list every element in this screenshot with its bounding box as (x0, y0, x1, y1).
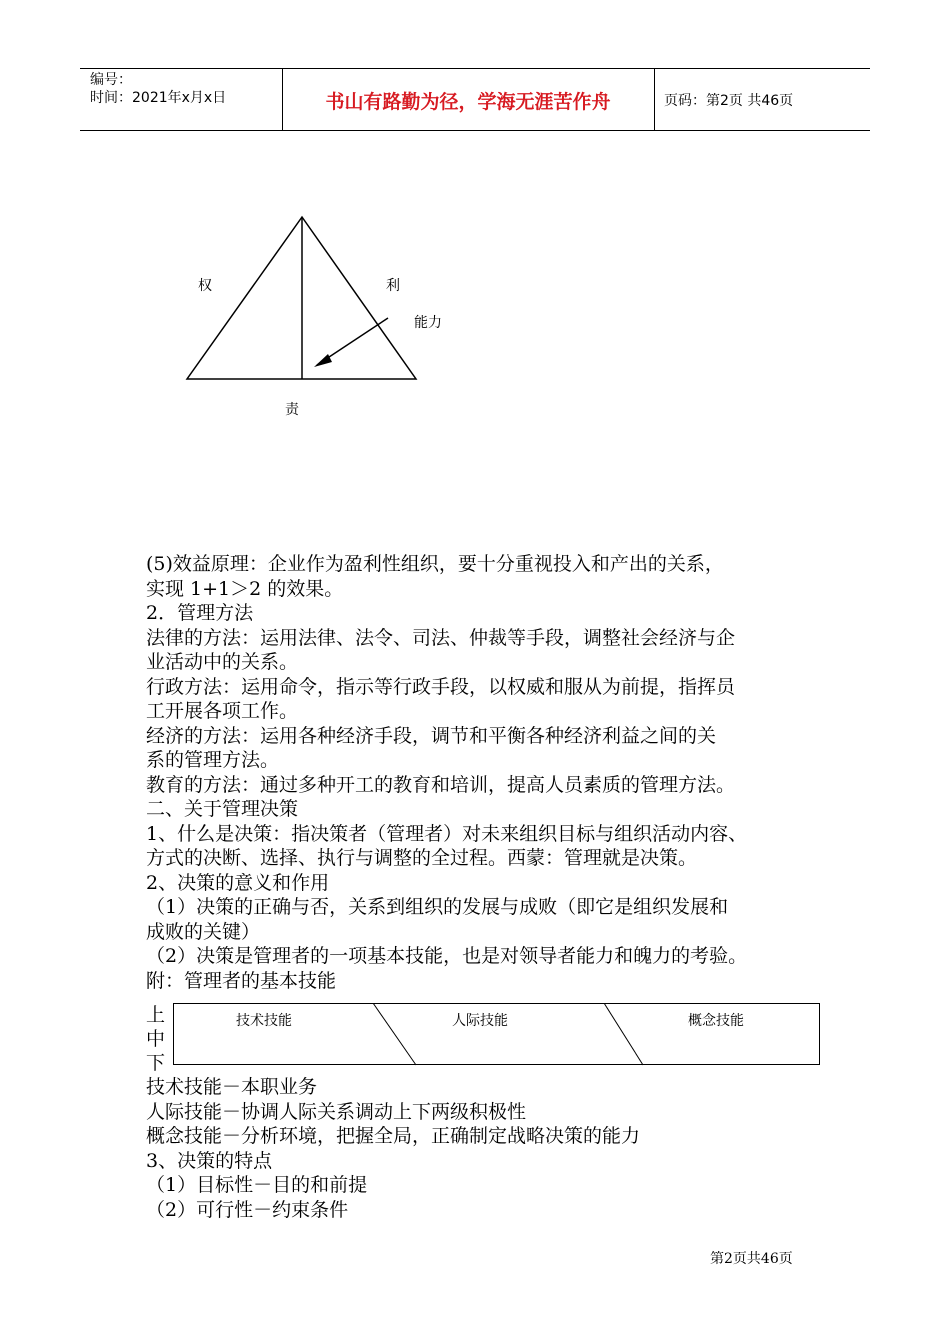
level-label: 下 (146, 1052, 166, 1074)
paragraph: （1）决策的正确与否，关系到组织的发展与成败（即它是组织发展和 (146, 896, 729, 918)
paragraph: 行政方法：运用命令，指示等行政手段，以权威和服从为前提，指挥员 (146, 675, 736, 698)
level-label: 上 (146, 1004, 166, 1026)
header-motto: 书山有路勤为径，学海无涯苦作舟 (325, 91, 611, 113)
skills-divider-2 (604, 1003, 643, 1065)
management-levels (146, 1003, 165, 1075)
header-divider-right (654, 69, 655, 130)
paragraph: 业活动中的关系。 (146, 651, 299, 673)
header-page-info: 页码：第2页 共46页 (664, 93, 794, 109)
header-meta (90, 71, 226, 107)
paragraph: 人际技能－协调人际关系调动上下两级积极性 (146, 1100, 527, 1123)
paragraph: 技术技能－本职业务 (146, 1076, 318, 1098)
paragraph: 经济的方法：运用各种经济手段，调节和平衡各种经济利益之间的关 (146, 724, 717, 747)
capability-arrow-head (314, 354, 332, 367)
skill-interpersonal: 人际技能 (452, 1013, 508, 1029)
paragraph: 方式的决断、选择、执行与调整的全过程。西蒙：管理就是决策。 (146, 847, 698, 869)
paragraph: 概念技能－分析环境，把握全局，正确制定战略决策的能力 (146, 1125, 641, 1147)
page-footer: 第2页共46页 (710, 1251, 793, 1267)
label-power: 权 (198, 278, 212, 294)
paragraph: 2、决策的意义和作用 (146, 871, 330, 894)
paragraph: 法律的方法：运用法律、法令、司法、仲裁等手段，调整社会经济与企 (146, 626, 736, 649)
skill-conceptual: 概念技能 (688, 1013, 744, 1029)
time-label: 时间：2021年x月x日 (90, 90, 227, 106)
paragraph: (5)效益原理：企业作为盈利性组织，要十分重视投入和产出的关系， (146, 553, 724, 575)
skill-technical: 技术技能 (236, 1013, 292, 1029)
responsibility-triangle-diagram (150, 200, 450, 400)
paragraph: 实现 1+1＞2 的效果。 (146, 577, 344, 600)
paragraph: （1）目标性－目的和前提 (146, 1174, 368, 1196)
number-label: 编号： (90, 72, 132, 88)
skills-divider-1 (373, 1003, 416, 1065)
paragraph: （2）决策是管理者的一项基本技能，也是对领导者能力和魄力的考验。 (146, 945, 748, 967)
paragraph: 1、什么是决策：指决策者（管理者）对未来组织目标与组织活动内容、 (146, 822, 748, 845)
paragraph: 二、关于管理决策 (146, 798, 299, 820)
body-text-continued (146, 1075, 640, 1222)
level-label: 中 (146, 1028, 166, 1050)
body-text (146, 552, 836, 993)
label-capability: 能力 (414, 315, 442, 331)
label-benefit: 利 (386, 278, 400, 294)
paragraph: 系的管理方法。 (146, 749, 280, 771)
paragraph: 成败的关键） (146, 920, 261, 943)
skills-chart (146, 1003, 826, 1075)
paragraph: 教育的方法：通过多种开工的教育和培训，提高人员素质的管理方法。 (146, 773, 736, 796)
paragraph: 附：管理者的基本技能 (146, 969, 337, 992)
paragraph: 工开展各项工作。 (146, 700, 299, 722)
label-responsibility: 责 (285, 402, 299, 418)
paragraph: 2．管理方法 (146, 602, 254, 624)
page-header (80, 68, 870, 131)
paragraph: 3、决策的特点 (146, 1149, 273, 1172)
paragraph: （2）可行性－约束条件 (146, 1198, 349, 1221)
